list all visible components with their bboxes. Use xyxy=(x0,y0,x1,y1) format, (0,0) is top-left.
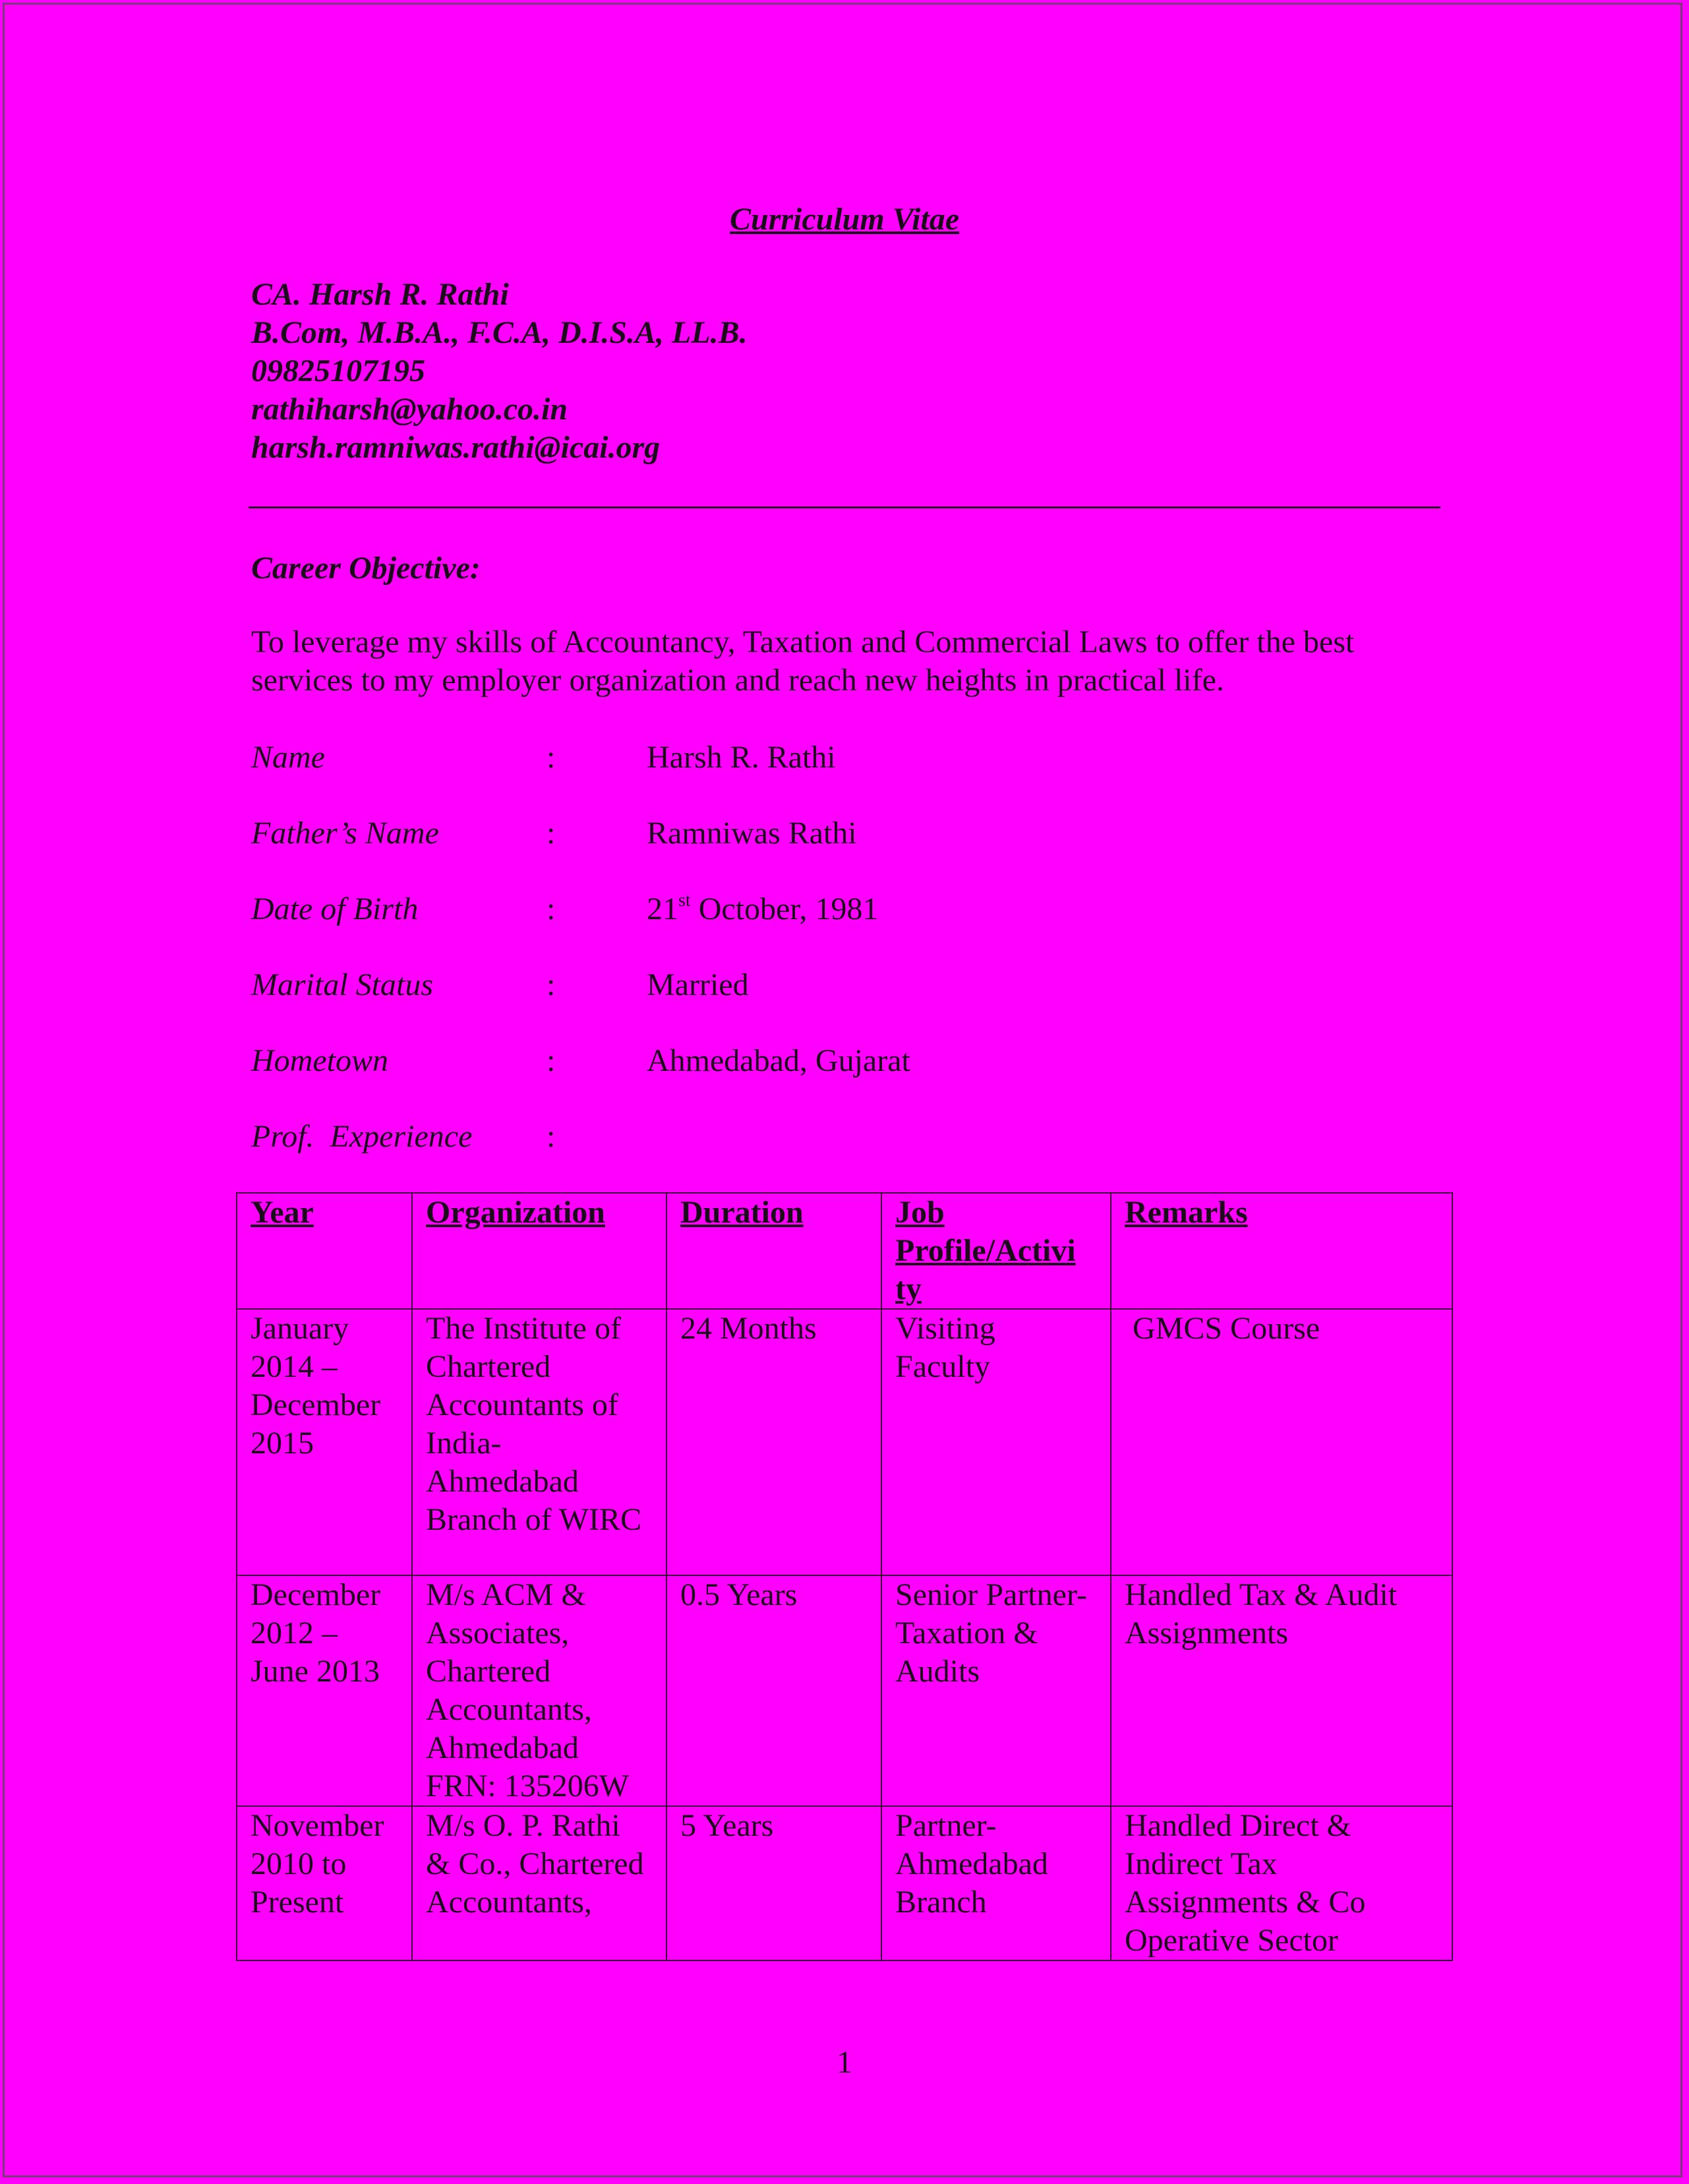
cell-duration: 5 Years xyxy=(667,1806,881,1960)
info-colon: : xyxy=(547,740,556,775)
cell-remarks: Handled Direct & Indirect Tax Assignments & Co Operative Sector xyxy=(1111,1806,1452,1960)
cell-duration: 0.5 Years xyxy=(667,1575,881,1806)
info-value: Ahmedabad, Gujarat xyxy=(647,1043,910,1078)
info-value xyxy=(647,890,878,928)
cell-duration: 24 Months xyxy=(667,1309,881,1575)
info-value: Married xyxy=(647,967,749,1002)
header-remarks: Remarks xyxy=(1111,1193,1452,1309)
cell-year: January 2014 – December 2015 xyxy=(237,1309,412,1575)
phone-number: 09825107195 xyxy=(251,353,425,388)
cell-job-profile: Senior Partner- Taxation & Audits xyxy=(881,1575,1111,1806)
cell-organization: The Institute of Chartered Accountants of India- Ahmedabad Branch of WIRC xyxy=(412,1309,667,1575)
info-label: Date of Birth xyxy=(251,892,419,926)
info-label: Name xyxy=(251,740,325,775)
objective-line: services to my employer organization and reach new heights in practical life. xyxy=(251,663,1224,698)
career-objective-text xyxy=(251,623,1444,700)
cell-remarks: GMCS Course xyxy=(1111,1309,1452,1575)
dob-month-year: October, 1981 xyxy=(690,892,879,926)
info-colon: : xyxy=(547,967,556,1002)
table-row xyxy=(237,1806,1452,1960)
cell-job-profile: Partner- Ahmedabad Branch xyxy=(881,1806,1111,1960)
email-secondary: harsh.ramniwas.rathi@icai.org xyxy=(251,430,661,465)
cell-year: November 2010 to Present xyxy=(237,1806,412,1960)
info-value: Ramniwas Rathi xyxy=(647,816,857,851)
experience-table xyxy=(236,1192,1453,1961)
info-label: Marital Status xyxy=(251,967,434,1002)
dob-day: 21 xyxy=(647,892,678,926)
header-year: Year xyxy=(237,1193,412,1309)
cell-organization: M/s O. P. Rathi & Co., Chartered Accountants, xyxy=(412,1806,667,1960)
career-objective-heading: Career Objective: xyxy=(251,551,481,586)
info-colon: : xyxy=(547,816,556,851)
header-organization: Organization xyxy=(412,1193,667,1309)
email-primary: rathiharsh@yahoo.co.in xyxy=(251,392,568,427)
info-colon: : xyxy=(547,892,556,926)
table-row xyxy=(237,1575,1452,1806)
info-label: Father’s Name xyxy=(251,816,439,851)
contact-block xyxy=(251,276,748,467)
dob-ordinal: st xyxy=(678,890,691,911)
info-value: Harsh R. Rathi xyxy=(647,740,836,775)
document-title: Curriculum Vitae xyxy=(729,202,960,237)
table-row xyxy=(237,1309,1452,1575)
info-colon: : xyxy=(547,1119,556,1154)
header-job-profile: Job Profile/Activi ty xyxy=(881,1193,1111,1309)
cell-year: December 2012 – June 2013 xyxy=(237,1575,412,1806)
qualifications: B.Com, M.B.A., F.C.A, D.I.S.A, LL.B. xyxy=(251,315,748,350)
info-label: Prof. Experience xyxy=(251,1119,473,1154)
cell-organization: M/s ACM & Associates, Chartered Accountants, Ahmedabad FRN: 135206W xyxy=(412,1575,667,1806)
horizontal-rule xyxy=(249,506,1440,508)
info-label: Hometown xyxy=(251,1043,388,1078)
objective-line: To leverage my skills of Accountancy, Taxation and Commercial Laws to offer the best xyxy=(251,624,1355,659)
page-number: 1 xyxy=(837,2045,852,2080)
info-colon: : xyxy=(547,1043,556,1078)
cell-remarks: Handled Tax & Audit Assignments xyxy=(1111,1575,1452,1806)
header-duration: Duration xyxy=(667,1193,881,1309)
candidate-name: CA. Harsh R. Rathi xyxy=(251,277,509,312)
table-header-row xyxy=(237,1193,1452,1309)
cell-job-profile: Visiting Faculty xyxy=(881,1309,1111,1575)
